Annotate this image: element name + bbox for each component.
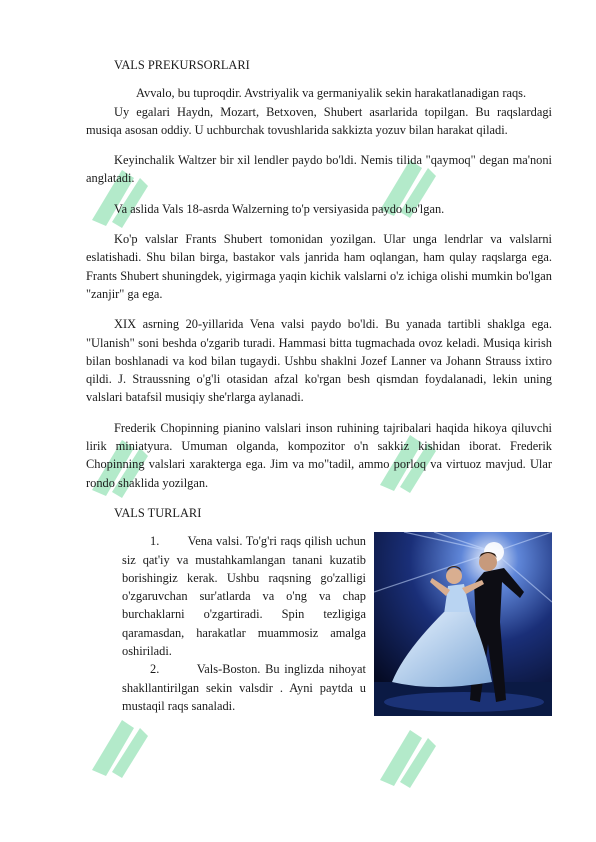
list-item: 1. Vena valsi. To'g'ri raqs qilish uchun siz qat'iy va mustahkamlangan tanani kuzatib borishingiz kerak. Ushbu raqsning go'zalligi o'zgaruvchan sur'atlarda va o'ng va chap burchaklarni o'zgartiradi. Spin tezligiga qaramasdan, harakatlar muammosiz amalga oshiriladi. <box>122 534 366 659</box>
paragraph: Uy egalari Haydn, Mozart, Betxoven, Shubert asarlarida topilgan. Bu raqslardagi musiqa asosan oddiy. U uchburchak tovushlarida sakkizta yozuv bilan harakat qiladi. <box>86 104 552 137</box>
paragraph: Ko'p valslar Frants Shubert tomonidan yozilgan. Ular unga lendrlar va valslarni eslatishadi. Shu bilan birga, bastakor vals janrida ham oqlangan, ham qulay raqslarga ega. Frants Shubert shuningdek, yigirmaga yaqin kichik valslarni o'z ichiga olishi mumkin bo'lgan "zanjir" ga ega. <box>86 232 552 301</box>
paragraph: Va aslida Vals 18-asrda Walzerning to'p versiyasida paydo bo'lgan. <box>114 201 445 216</box>
paragraph: Avvalo, bu tuproqdir. Avstriyalik va germaniyalik sekin harakatlanadigan raqs. <box>136 86 527 101</box>
list-text-column <box>122 532 366 715</box>
paragraph: XIX asrning 20-yillarida Vena valsi paydo bo'ldi. Bu yanada tartibli shaklga ega. "Ulanish" soni beshda o'zgarib turadi. Hammasi bitta tugmachada ovoz keladi. Musiqa kirish bilan boshlanadi va kod bilan tugaydi. Ushbu shaklni Jozef Lanner va Johann Strauss ixtiro qildi. J. Straussning o'g'li otasidan afzal ko'rgan besh qismdan foydalanadi, lekin uning valslari batafsil musiqiy she'rlarga aylanadi. <box>86 317 552 405</box>
section-heading-prekursors: VALS PREKURSORLARI <box>114 58 250 72</box>
waltz-types-list <box>86 532 552 732</box>
list-item: 2. Vals-Boston. Bu inglizda nihoyat shakllantirilgan sekin valsdir . Ayni paytda u mustaqil raqs sanaladi. <box>122 662 366 713</box>
waltz-dancers-photo <box>374 532 552 716</box>
document-body <box>86 56 552 732</box>
section-heading-turlari: VALS TURLARI <box>114 505 202 520</box>
paragraph: Keyinchalik Waltzer bir xil lendler paydo bo'ldi. Nemis tilida "qaymoq" degan ma'noni anglatadi. <box>86 153 552 186</box>
paragraph: Frederik Chopinning pianino valslari inson ruhining tajribalari haqida hikoya qiluvchi lirik miniatyura. Umuman olganda, kompozitor o'n sakkiz kishidan iborat. Frederik Chopinning valslari xarakterga ega. Jim va mo"tadil, ammo porloq va virtuoz mavjud. Ular rondo shaklida yozilgan. <box>86 420 552 490</box>
